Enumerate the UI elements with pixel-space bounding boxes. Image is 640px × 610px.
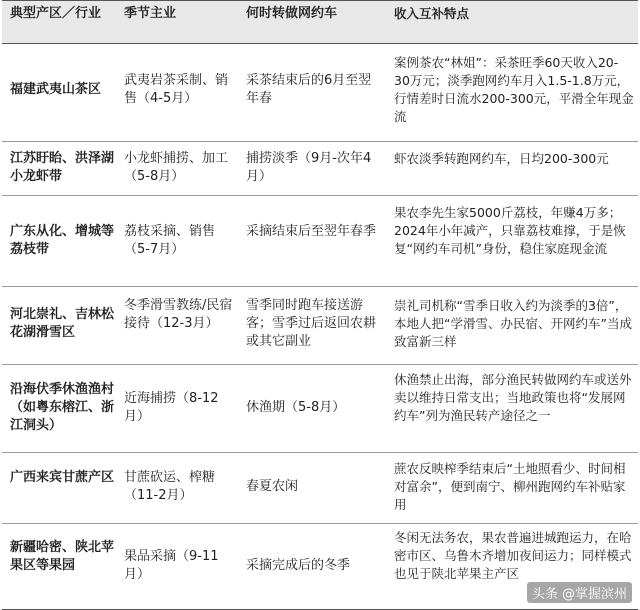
cell-feature: 虾农淡季转跑网约车，日均200-300元 [394,151,609,166]
cell-season: 武夷岩茶采制、销售（4-5月） [124,73,229,106]
header-feature: 收入互补特点 [394,6,470,21]
header-when: 何时转做网约车 [246,6,338,21]
cell-when: 采摘完成后的冬季 [246,558,351,573]
cell-when: 采茶结束后的6月至翌年春 [246,73,372,106]
cell-when: 雪季同时跑车接送游客；雪季过后返回农耕或其它副业 [246,298,377,349]
cell-feature: 果农李先生家5000斤荔枝，年赚4万多；2024年小年减产，只靠荔枝难撑，于是恢复“网约车司机”身份，稳住家庭现金流 [394,205,626,256]
cell-region: 福建武夷山茶区 [10,82,102,97]
cell-region: 新疆哈密、陕北苹果区等果园 [10,540,115,573]
table-row [2,142,638,196]
cell-when: 采摘结束后至翌年春季 [246,224,377,239]
header-season: 季节主业 [124,6,177,21]
header-region: 典型产区／行业 [10,6,102,21]
cell-season: 近海捕捞（8-12月） [124,391,219,424]
table-row [2,287,638,365]
cell-season: 荔枝采摘、销售（5-7月） [124,224,216,257]
cell-season: 果品采摘（9-11月） [124,549,219,582]
cell-region: 江苏盱眙、洪泽湖小龙虾带 [10,151,115,184]
cell-season: 甘蔗砍运、榨糖（11-2月） [124,470,216,503]
cell-region: 广东从化、增城等荔枝带 [10,224,115,257]
table-row [2,453,638,524]
table-header-row [2,0,638,44]
cell-region: 河北崇礼、吉林松花湖滑雪区 [10,307,115,340]
income-table [2,0,638,610]
table-row [2,196,638,287]
cell-when: 春夏农闲 [246,479,299,494]
cell-feature: 案例茶农“林姐”：采茶旺季60天收入20-30万元；淡季跑网约车月入1.5-1.8万元，行情差时日流水200-300元，平滑全年现金流 [394,55,634,124]
source-watermark: 头条 @掌握滨州 [527,582,632,603]
cell-when: 休渔期（5-8月） [246,400,346,415]
table-row [2,365,638,453]
cell-feature: 冬闲无法务农，果农普遍进城跑运力，在哈密市区、乌鲁木齐增加夜间运力；同样模式也见于陕北苹果主产区 [394,530,632,581]
table-row [2,44,638,142]
cell-feature: 休渔禁止出海，部分渔民转做网约车或送外卖以维持日常支出；当地政策也将“发展网约车”列为渔民转产途径之一 [394,372,632,423]
cell-feature: 蔗农反映榨季结束后“土地照看少、时间相对富余”，便到南宁、柳州跑网约车补贴家用 [394,461,626,512]
cell-region: 广西来宾甘蔗产区 [10,470,115,485]
cell-season: 冬季滑雪教练/民宿接待（12-3月） [124,298,233,331]
cell-feature: 崇礼司机称“雪季日收入约为淡季的3倍”，本地人把“学滑雪、办民宿、开网约车”当成致富新三样 [394,298,632,349]
cell-region: 沿海伏季休渔渔村（如粤东榕江、浙江洞头） [10,382,115,433]
cell-when: 捕捞淡季（9月-次年4月） [246,151,372,184]
cell-season: 小龙虾捕捞、加工（5-8月） [124,151,229,184]
